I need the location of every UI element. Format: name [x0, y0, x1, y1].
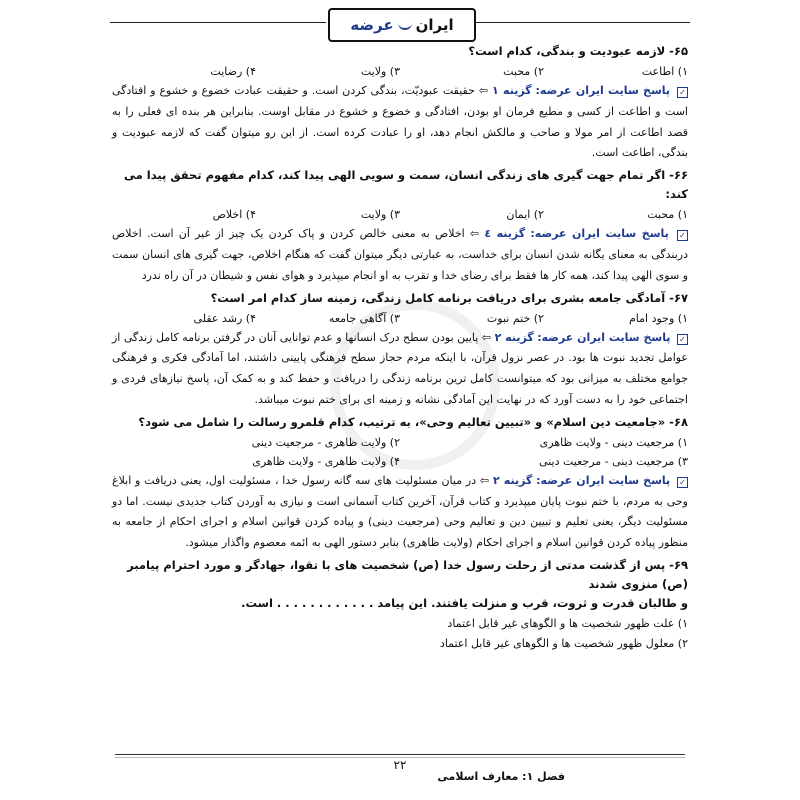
option: ۴) رضایت	[210, 65, 256, 78]
logo-part1: ایران	[415, 16, 454, 34]
answer-text: است و اطاعت از کسی و مطیع فرمان او بودن، افتادگی و خضوع و خشوع در مقابل اوست. بنابراین هر بنده ای فعلی را به	[112, 104, 688, 118]
answer-65	[112, 81, 688, 164]
option: ۳) آگاهی جامعه	[328, 311, 400, 325]
answer-choice: گزینه ۲	[492, 473, 533, 487]
question-69	[112, 556, 688, 613]
question-67: ۶۷- آمادگی جامعه بشری برای دریافت برنامه کامل زندگی، زمینه ساز کدام امر است؟	[210, 290, 688, 305]
answer-text: ⇦ پایین بودن سطح درک انسانها و عدم توانایی آنان در گرفتن برنامه کامل زندگی از	[112, 330, 492, 344]
question-68: ۶۸- «جامعیت دین اسلام» و «تبیین تعالیم وحی»، به ترتیب، کدام قلمرو رسالت را شامل می شود؟	[138, 414, 688, 429]
option: ۲) محبت	[503, 65, 544, 78]
logo-swoosh-icon	[398, 20, 412, 30]
answer-label: پاسخ سایت ایران عرضه:	[536, 473, 671, 487]
option: ۱) اطاعت	[641, 65, 688, 78]
answer-text: عوامل تجدید نبوت ها بود. در عصر نزول قرآن، با اینکه مردم حجاز سطح فرهنگی پایینی داشتند، اما آمادگی فکری و فرهنگی	[112, 351, 688, 365]
answer-66	[112, 224, 688, 286]
page-number: ۲۲	[393, 758, 407, 772]
page-content	[112, 40, 688, 750]
answer-67	[112, 328, 688, 411]
answer-choice: گزینه ۲	[494, 330, 534, 344]
answer-text: جامعه به منظور پیاده کردن قوانین اسلام و اجرای احکام (ولایت ظاهری) بنابر دستور الهی به ائمه معصوم واگذار میشود.	[112, 515, 688, 550]
checkbox-icon: ✓	[677, 87, 688, 98]
answer-text: بندگی، اطاعت است.	[591, 146, 688, 160]
option: ۱) علت ظهور شخصیت ها و الگوهای غیر قابل اعتماد	[447, 616, 688, 630]
chapter-title: فصل ۱: معارف اسلامی	[437, 770, 565, 783]
option: ۴) رشد عقلی	[193, 311, 256, 325]
answer-label: پاسخ سایت ایران عرضه:	[537, 330, 671, 344]
option: ۳) ولایت	[360, 208, 400, 222]
checkbox-icon: ✓	[677, 230, 688, 241]
answer-text: سوی الهی پیدا کند، همه کار ها فقط برای رضای خدا و تقرب به او انجام میپذیرد و هوای نفس و شیطان در آن راه ندرد	[141, 268, 680, 282]
question-65: ۶۵- لازمه عبودیت و بندگی، کدام است؟	[468, 44, 688, 58]
answer-text: ⇦ حقیقت عبودیّت، بندگی کردن است. و حقیقت عبادت خضوع و خشوع و افتادگی	[112, 84, 489, 97]
answer-text: جوامع مختلف به میزانی بود که میتوانست کامل ترین برنامه زندگی را دریافت و حفظ کند و به کمک آن، پاسخ نیازهای فردی	[121, 372, 688, 386]
option: ۴) ولایت ظاهری - ولایت ظاهری	[252, 454, 400, 468]
question-65-options	[112, 62, 688, 81]
answer-text: و اجتماعی خود را به دست آورد که در نهایت این آمادگی نشانه و زمینه ای برای ختم نبوت میباشد.	[112, 372, 688, 406]
option: ۴) اخلاص	[212, 208, 256, 222]
answer-label: پاسخ سایت ایران عرضه:	[535, 84, 671, 97]
answer-text: ⇦ اخلاص به معنی خالص کردن و پاک کردن یک چیز از غیر آن است. اخلاص دربندگی	[112, 227, 688, 261]
option: ۱) وجود امام	[628, 311, 688, 325]
option: ۲) ولایت ظاهری - مرجعیت دینی	[251, 435, 400, 449]
logo-part2: عرضه	[350, 16, 394, 34]
answer-text: اما دو مسئولیت دیگر، یعنی تعلیم و تبیین دین و تعالیم وحی (مرجعیت دینی) و پیاده کردن قوانین اسلام و اجرای احکام از	[112, 494, 688, 529]
option: ۳) مرجعیت دینی - مرجعیت دینی	[539, 454, 688, 468]
answer-choice: گزینه ٤	[484, 227, 526, 241]
answer-text: به معنای یگانه شدن انسان برای خداست، به عبارتی دیگر میتوان گفت که هنگام اخلاص، جهت گیری های انسان سمت و	[112, 247, 688, 282]
checkbox-icon: ✓	[677, 334, 688, 345]
question-66-options	[112, 205, 688, 224]
header-rule-right	[474, 22, 690, 23]
answer-text: قصد اطاعت از امر مولا و صاحب و مالکش انجام دهد، او را عبادت کرده است. از این رو میتوان گفت که لازمه عبودیت و	[112, 125, 688, 139]
answer-label: پاسخ سایت ایران عرضه:	[530, 227, 669, 241]
checkbox-icon: ✓	[677, 477, 688, 488]
answer-text: ⇦ در میان مسئولیت های سه گانه رسول خدا ، مسئولیت اول، یعنی دریافت و ابلاغ	[112, 473, 490, 487]
answer-text: وحی به مردم، با ختم نبوت پایان میپذیرد و کتاب قرآن، آخرین کتاب آسمانی است و نیازی به آوردن کتاب جدیدی نیست.	[142, 494, 688, 508]
question-68-options	[112, 433, 688, 471]
footer-rule	[115, 754, 685, 755]
option: ۱) محبت	[647, 208, 688, 222]
answer-68	[112, 471, 688, 554]
option: ۲) ایمان	[506, 208, 544, 222]
header-rule-left	[110, 22, 326, 23]
option: ۳) ولایت	[360, 65, 400, 78]
question-69-line: ۶۹- پس از گذشت مدتی از رحلت رسول خدا (ص) شخصیت های با تقوا، جهادگر و مورد احترام پیامبر (ص) منزوی شدند	[127, 557, 688, 591]
answer-choice: گزینه ۱	[492, 84, 532, 97]
option: ۲) ختم نبوت	[486, 311, 544, 325]
site-logo	[328, 8, 476, 42]
question-69-line: و طالبان قدرت و ثروت، قرب و منزلت یافتند. این پیامد . . . . . . . . . . . . است.	[241, 595, 688, 610]
question-67-options	[112, 309, 688, 328]
option: ۲) معلول ظهور شخصیت ها و الگوهای غیر قابل اعتماد	[439, 637, 688, 651]
option: ۱) مرجعیت دینی - ولایت ظاهری	[539, 435, 688, 449]
question-66: ۶۶- اگر تمام جهت گیری های زندگی انسان، سمت و سویی الهی پیدا کند، کدام مفهوم تحقق پیدا می کند:	[124, 168, 688, 202]
